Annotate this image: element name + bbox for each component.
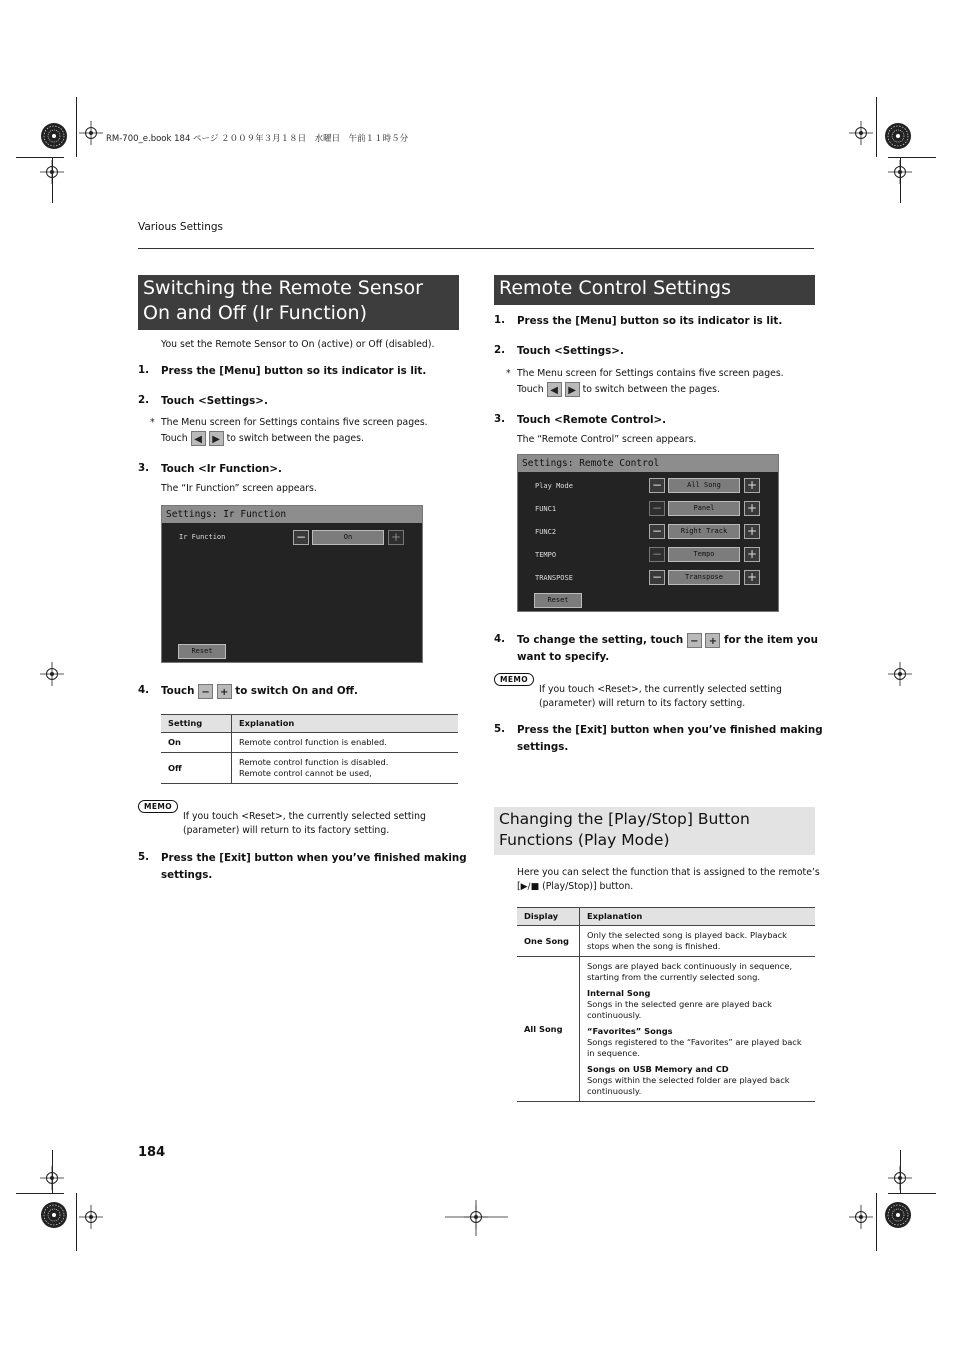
rc-transpose-minus[interactable]: −	[649, 570, 665, 585]
plus-icon: +	[217, 684, 232, 699]
rc-label-func1: FUNC1	[535, 505, 557, 513]
play-mode-intro-line1: Here you can select the function that is assigned to the remote’s	[517, 867, 820, 878]
rc-play-mode-value: All Song	[668, 478, 740, 493]
ir-reset-button[interactable]: Reset	[178, 644, 226, 659]
left-note-line2	[161, 431, 364, 446]
left-step2-number: 2.	[138, 394, 150, 406]
rc-label-transpose: TRANSPOSE	[535, 574, 573, 582]
ir-setting-table	[161, 714, 458, 784]
right-step5-number: 5.	[494, 723, 506, 735]
left-step4-number: 4.	[138, 684, 150, 696]
left-step3-sub: The “Ir Function” screen appears.	[161, 483, 317, 494]
right-step2-text: Touch <Settings>.	[517, 345, 624, 357]
minus-icon: −	[687, 633, 702, 648]
step4-post-text: for the item you	[724, 634, 818, 646]
left-step5-line2: settings.	[161, 869, 213, 881]
step4-pre-text: To change the setting, touch	[517, 634, 684, 646]
rc-play-mode-minus[interactable]: −	[649, 478, 665, 493]
left-step1-text: Press the [Menu] button so its indicator is lit.	[161, 365, 427, 377]
left-heading: Switching the Remote Sensor On and Off (Ir Function)	[138, 275, 459, 330]
rc-transpose-plus[interactable]: +	[744, 570, 760, 585]
left-memo-badge: MEMO	[138, 800, 178, 813]
rc-tempo-minus[interactable]: −	[649, 547, 665, 562]
section-label: Various Settings	[138, 221, 223, 233]
table-row	[161, 753, 458, 784]
note-touch-word: Touch	[161, 433, 188, 444]
right-memo-badge: MEMO	[494, 673, 534, 686]
right-step5-line1: Press the [Exit] button when you’ve finished making	[517, 724, 823, 736]
note-switch-text: to switch between the pages.	[582, 384, 720, 395]
plus-icon: +	[705, 633, 720, 648]
right-step2-number: 2.	[494, 344, 506, 356]
page-left-icon: ◀	[191, 431, 206, 446]
table-row	[161, 733, 458, 753]
row-explanation: Songs are played back continuously in sequence, starting from the currently selected song. Internal Song Songs in the selected genre are played back continuously. “Favorites” Songs Songs registered to the “Favorites” are played back in sequence. Songs on USB Memory and CD Songs within the selected folder are played back continuously.	[580, 957, 816, 1102]
right-step4-number: 4.	[494, 633, 506, 645]
rc-func1-value: Panel	[668, 501, 740, 516]
ir-plus-button[interactable]: +	[388, 530, 404, 545]
table-row	[517, 957, 815, 1102]
right-step3-text: Touch <Remote Control>.	[517, 414, 667, 426]
play-mode-intro-line2	[517, 880, 633, 894]
col-explanation: Explanation	[580, 908, 816, 926]
left-step5-line1: Press the [Exit] button when you’ve finished making	[161, 852, 467, 864]
print-header: RM-700_e.book 184 ページ ２００９年３月１８日 水曜日 午前１１時５分	[106, 134, 409, 144]
play-stop-label: (Play/Stop)] button.	[539, 881, 634, 892]
right-memo-line1: If you touch <Reset>, the currently selected setting	[539, 684, 782, 695]
rc-screen-title: Settings: Remote Control	[518, 455, 778, 472]
ir-function-value: On	[312, 530, 384, 545]
step4-switch-text: to switch On and Off.	[235, 685, 358, 697]
left-step5-number: 5.	[138, 851, 150, 863]
rc-transpose-value: Transpose	[668, 570, 740, 585]
rc-func2-value: Right Track	[668, 524, 740, 539]
right-note-line2	[517, 382, 720, 397]
ir-function-screen	[161, 505, 423, 663]
row-display: One Song	[517, 926, 580, 957]
left-step3-text: Touch <Ir Function>.	[161, 463, 282, 475]
rc-func1-plus[interactable]: +	[744, 501, 760, 516]
row-setting: Off	[161, 753, 232, 784]
ir-minus-button[interactable]: −	[293, 530, 309, 545]
rc-func1-minus[interactable]: −	[649, 501, 665, 516]
right-heading: Remote Control Settings	[494, 275, 815, 305]
page-right-icon: ▶	[565, 382, 580, 397]
note-touch-word: Touch	[517, 384, 544, 395]
rc-label-play-mode: Play Mode	[535, 482, 573, 490]
row-setting: On	[161, 733, 232, 753]
right-step1-number: 1.	[494, 314, 506, 326]
play-stop-icon: ▶/■	[520, 882, 540, 892]
page-left-icon: ◀	[547, 382, 562, 397]
left-note-line1: The Menu screen for Settings contains five screen pages.	[161, 417, 428, 428]
step4-touch-word: Touch	[161, 685, 195, 697]
rc-reset-button[interactable]: Reset	[534, 593, 582, 608]
right-step3-number: 3.	[494, 413, 506, 425]
right-step4-line1	[517, 632, 818, 649]
right-note-line1: The Menu screen for Settings contains five screen pages.	[517, 368, 784, 379]
note-switch-text: to switch between the pages.	[226, 433, 364, 444]
left-step1-number: 1.	[138, 364, 150, 376]
minus-icon: −	[198, 684, 213, 699]
right-step1-text: Press the [Menu] button so its indicator is lit.	[517, 315, 783, 327]
left-note-star: *	[150, 417, 155, 428]
rc-play-mode-plus[interactable]: +	[744, 478, 760, 493]
left-intro: You set the Remote Sensor to On (active) or Off (disabled).	[161, 339, 435, 350]
rc-label-func2: FUNC2	[535, 528, 557, 536]
right-note-star: *	[506, 368, 511, 379]
ir-screen-title: Settings: Ir Function	[162, 506, 422, 523]
rc-func2-plus[interactable]: +	[744, 524, 760, 539]
rc-func2-minus[interactable]: −	[649, 524, 665, 539]
play-mode-table	[517, 907, 815, 1102]
left-step2-text: Touch <Settings>.	[161, 395, 268, 407]
ir-function-label: Ir Function	[179, 533, 226, 541]
row-display: All Song	[517, 957, 580, 1102]
header-rule	[138, 248, 814, 249]
row-explanation: Remote control function is enabled.	[232, 733, 459, 753]
play-mode-heading: Changing the [Play/Stop] Button Functions (Play Mode)	[494, 807, 815, 855]
page-number: 184	[138, 1145, 166, 1160]
remote-control-screen	[517, 454, 779, 612]
left-step3-number: 3.	[138, 462, 150, 474]
left-memo-line2: (parameter) will return to its factory setting.	[183, 825, 390, 836]
right-step3-sub: The “Remote Control” screen appears.	[517, 434, 697, 445]
col-setting: Setting	[161, 715, 232, 733]
row-explanation: Only the selected song is played back. Playback stops when the song is finished.	[580, 926, 816, 957]
right-step4-line2: want to specify.	[517, 651, 610, 663]
right-memo-line2: (parameter) will return to its factory setting.	[539, 698, 746, 709]
col-explanation: Explanation	[232, 715, 459, 733]
rc-tempo-plus[interactable]: +	[744, 547, 760, 562]
row-explanation: Remote control function is disabled. Remote control cannot be used,	[232, 753, 459, 784]
col-display: Display	[517, 908, 580, 926]
rc-label-tempo: TEMPO	[535, 551, 557, 559]
left-step4-text	[161, 683, 358, 700]
rc-tempo-value: Tempo	[668, 547, 740, 562]
right-step5-line2: settings.	[517, 741, 569, 753]
page-right-icon: ▶	[209, 431, 224, 446]
left-memo-line1: If you touch <Reset>, the currently selected setting	[183, 811, 426, 822]
table-row	[517, 926, 815, 957]
bracket-open: [	[517, 881, 521, 892]
